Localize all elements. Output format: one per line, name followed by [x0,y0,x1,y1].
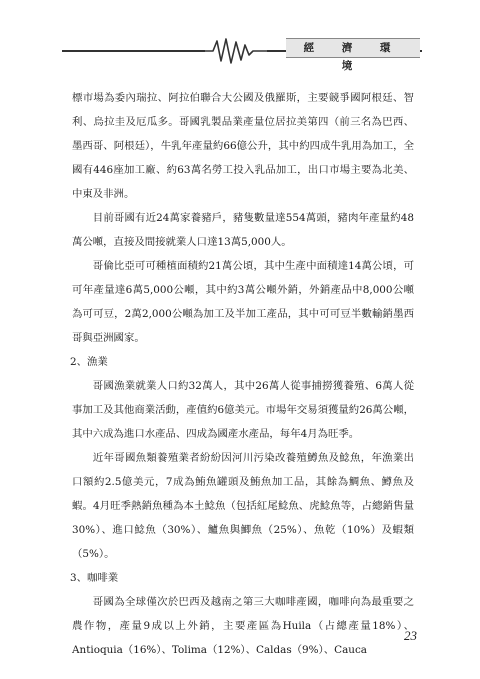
page-number: 23 [404,628,417,643]
paragraph: 目前哥國有近24萬家養豬戶，豬隻數量達554萬頭，豬肉年產量約48萬公噸，直接及間接就業人口達13萬5,000人。 [72,212,414,248]
document-body [72,86,414,662]
paragraph: 標市場為委內瑞拉、阿拉伯聯合大公國及俄羅斯，主要競爭國阿根廷、智利、烏拉圭及厄瓜多。哥國乳製品業產量位居拉美第四（前三名為巴西、墨西哥、阿根廷），牛乳年產量約66億公升，其中約四成牛乳用為加工，全國有446座加工廠、約63萬名勞工投入乳品加工，出口市場主要為北美、中東及非洲。 [72,92,414,200]
paragraph: 哥倫比亞可可種植面積約21萬公頃，其中生產中面積達14萬公頃，可可年產量達6萬5,000公噸，其中約3萬公噸外銷，外銷產品中8,000公噸為可可豆，2萬2,000公噸為加工及半加工產品，其中可可豆半數輸銷墨西哥與亞洲國家。 [72,260,414,344]
section-heading-coffee: 3、咖啡業 [70,572,119,584]
paragraph: 近年哥國魚類養殖業者紛紛因河川污染改養殖鱒魚及鯰魚，年漁業出口額約2.5億美元，7成為鮪魚罐頭及鮪魚加工品，其餘為鯛魚、鱒魚及蝦。4月旺季熱銷魚種為本土鯰魚（包括紅尾鯰魚、虎鯰魚等，占總銷售量30%）、進口鯰魚（30%）、鱸魚與鯽魚（25%）、魚乾（10%）及蝦類（5%）。 [72,452,414,560]
section-heading-fishery: 2、漁業 [70,356,108,368]
paragraph: 哥國漁業就業人口約32萬人，其中26萬人從事捕撈獲養殖、6萬人從事加工及其他商業活動，產值約6億美元。市場年交易須獲量約26萬公噸，其中六成為進口水產品、四成為國產水產品，每年4月為旺季。 [72,380,414,440]
section-title: 經 濟 環 境 [286,38,420,58]
paragraph: 哥國為全球僅次於巴西及越南之第三大咖啡產國，咖啡向為最重要之農作物，產量9成以上外銷，主要產區為Huila（占總產量18%）、Antioquia（16%）、Tolima（12%）、Caldas（9%）、Cauca [72,596,414,656]
pulse-wave-icon [205,38,267,64]
